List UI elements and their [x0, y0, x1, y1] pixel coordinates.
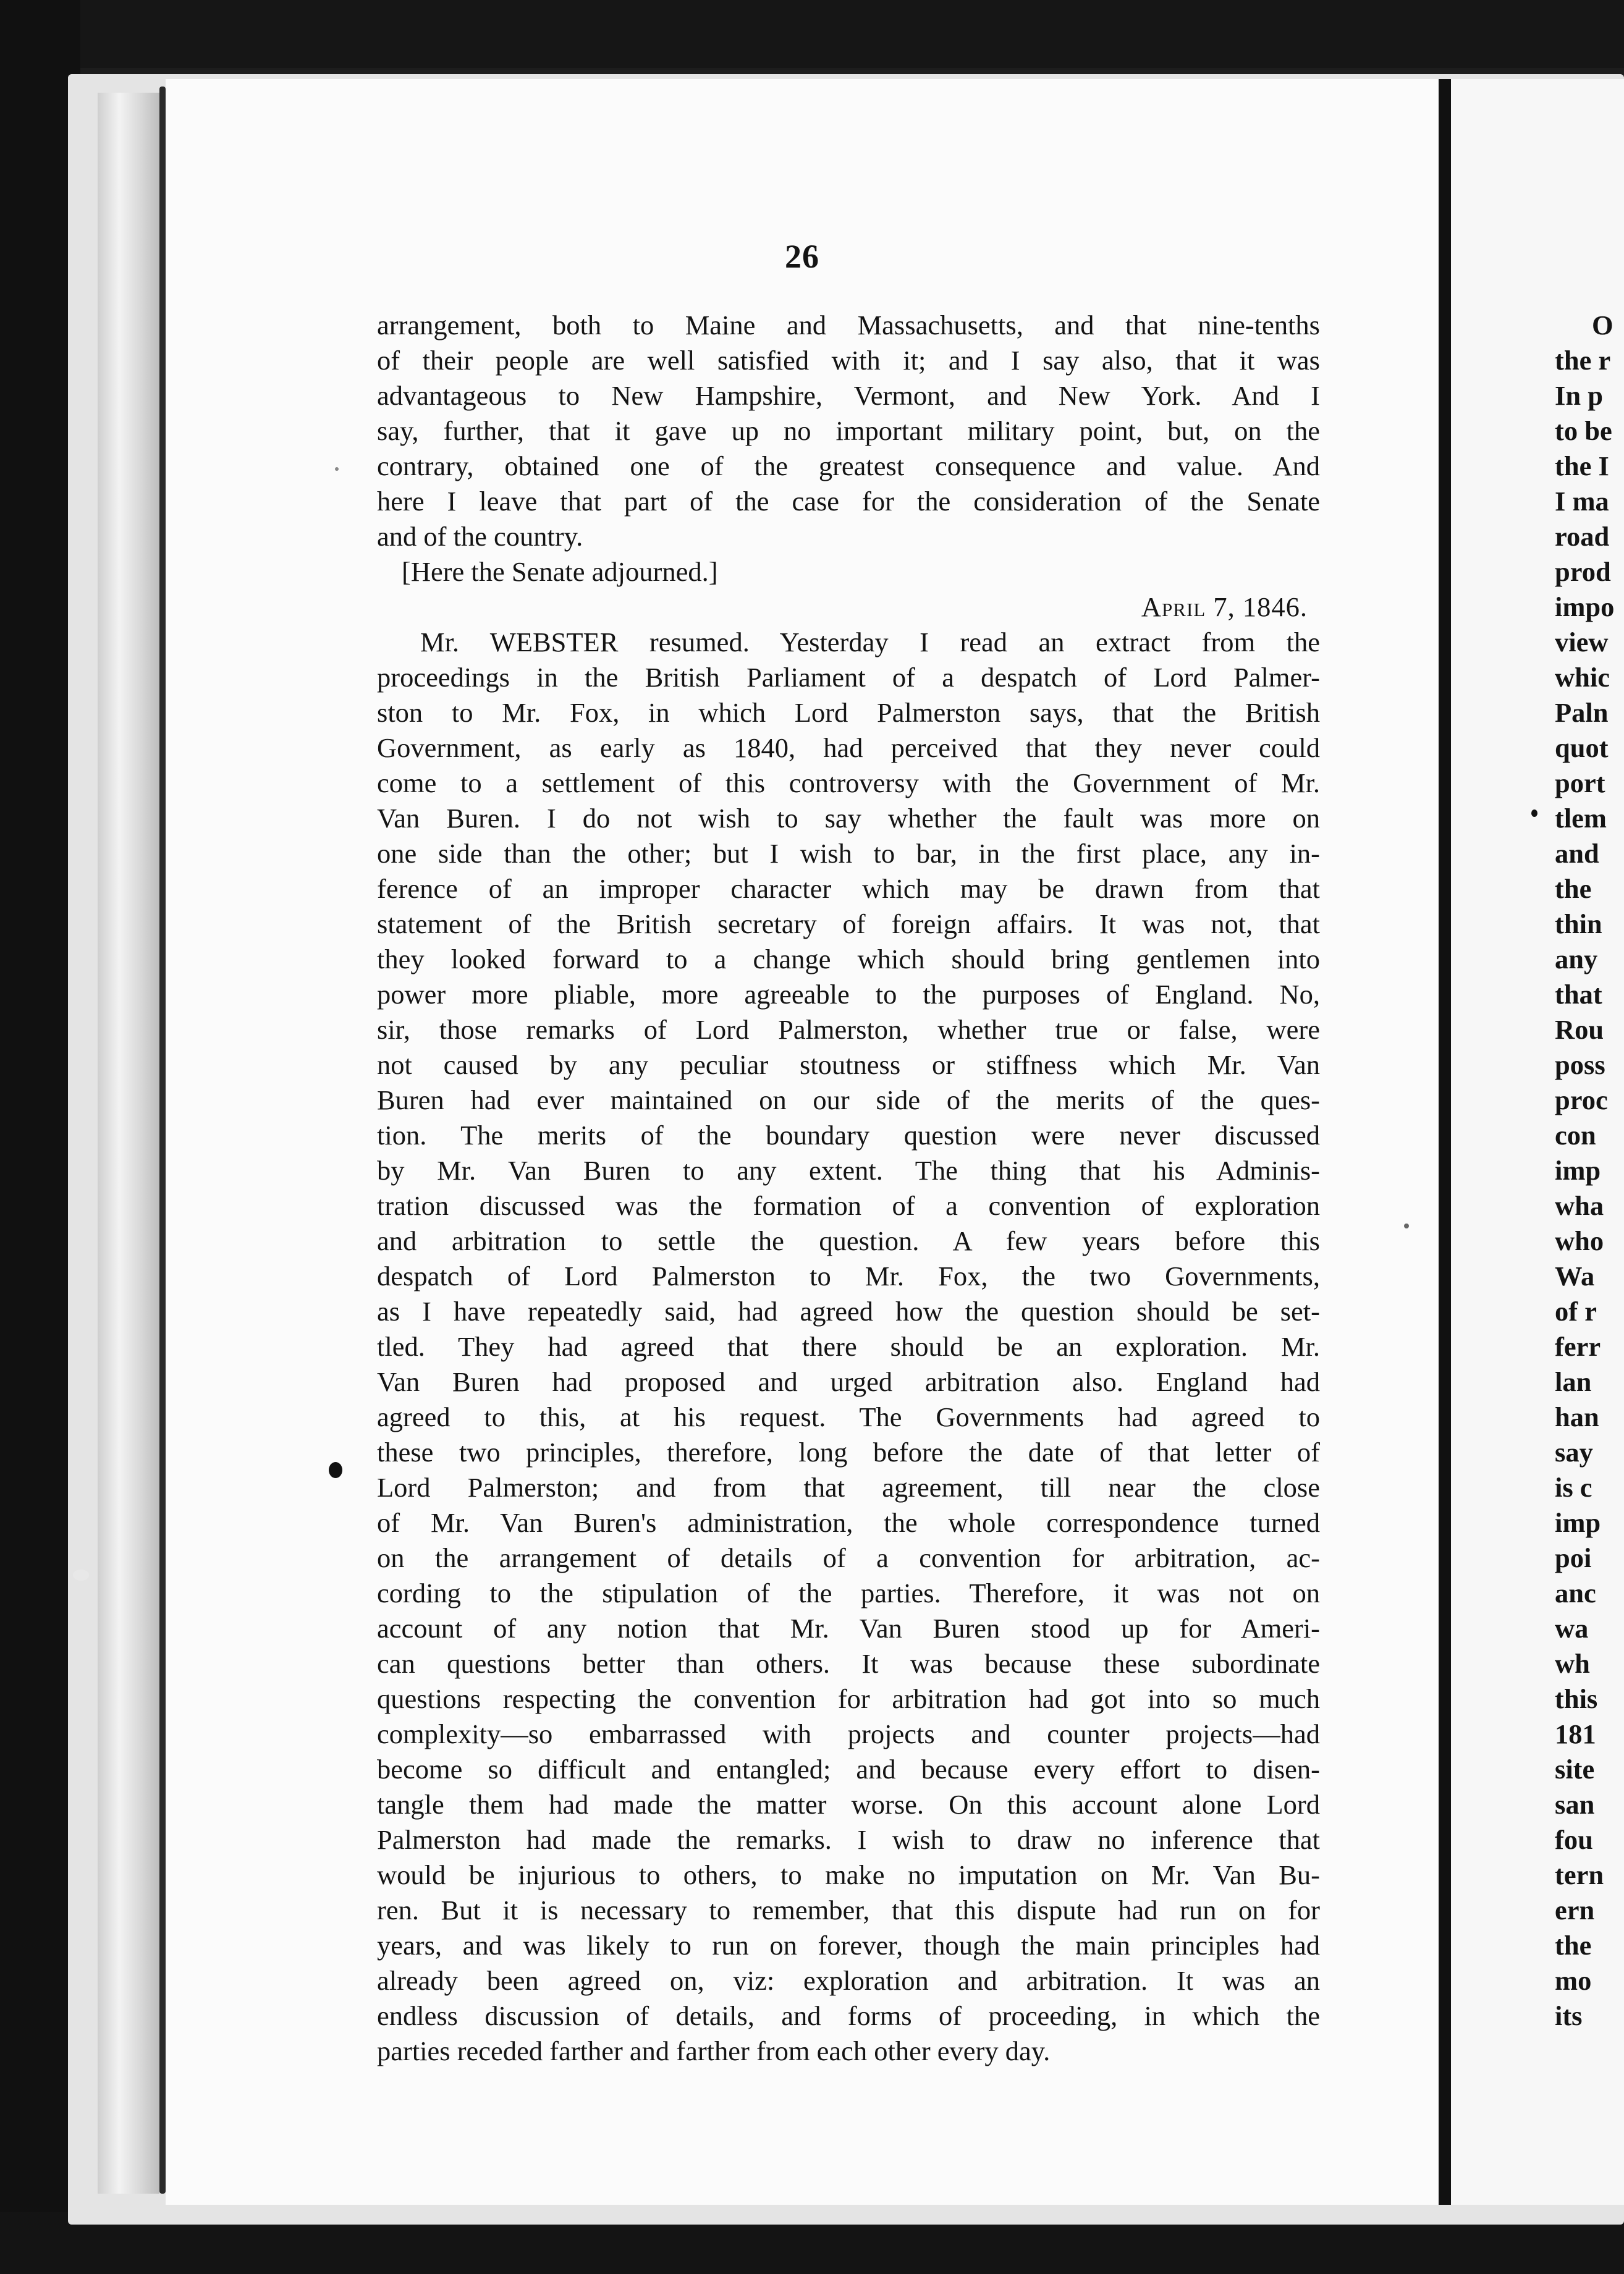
text-line: parties receded farther and farther from each other every day. [377, 2035, 1051, 2066]
text-fragment: site [1555, 1754, 1595, 1785]
text-line: statement of the British secretary of foreign affairs. It was not, that [377, 908, 1320, 939]
text-fragment: road [1555, 521, 1610, 552]
text-line: ren. But it is necessary to remember, that this dispute had run on for [377, 1895, 1320, 1925]
text-line: questions respecting the convention for arbitration had got into so much [377, 1683, 1320, 1714]
text-fragment: impo [1555, 591, 1615, 622]
text-fragment: is c [1555, 1472, 1592, 1503]
text-fragment: this [1555, 1683, 1598, 1714]
text-fragment: any [1555, 944, 1598, 974]
text-line: not caused by any peculiar stoutness or stiffness which Mr. Van [377, 1049, 1320, 1080]
page-body-text [377, 308, 1320, 2069]
page-edges [98, 93, 159, 2194]
text-line: can questions better than others. It was because these subordinate [377, 1648, 1320, 1679]
text-fragment: han [1555, 1401, 1599, 1432]
text-fragment: Paln [1555, 697, 1609, 728]
text-fragment: say [1555, 1437, 1593, 1468]
text-line: Government, as early as 1840, had perceived that they never could [377, 732, 1320, 763]
text-fragment: I ma [1555, 486, 1609, 517]
text-line: agreed to this, at his request. The Governments had agreed to [377, 1401, 1320, 1432]
text-fragment: san [1555, 1789, 1595, 1820]
text-fragment: and [1555, 838, 1599, 869]
text-fragment: anc [1555, 1578, 1596, 1608]
scan-background-top [0, 0, 1624, 68]
text-fragment: port [1555, 767, 1605, 798]
right-page-text-fragments [1555, 308, 1624, 2034]
text-line: on the arrangement of details of a convention for arbitration, ac- [377, 1542, 1320, 1573]
text-fragment: Wa [1555, 1261, 1595, 1291]
text-line: Buren had ever maintained on our side of the merits of the ques- [377, 1084, 1320, 1115]
text-line: as I have repeatedly said, had agreed how the question should be set- [377, 1296, 1320, 1327]
text-line: become so difficult and entangled; and because every effort to disen- [377, 1754, 1320, 1785]
text-fragment: lan [1555, 1366, 1592, 1397]
text-fragment: the I [1555, 450, 1609, 481]
text-fragment: wa [1555, 1613, 1589, 1644]
text-line: years, and was likely to run on forever, though the main principles had [377, 1930, 1320, 1961]
text-fragment: poss [1555, 1049, 1605, 1080]
text-line: say, further, that it gave up no important military point, but, on the [377, 415, 1320, 446]
text-line: by Mr. Van Buren to any extent. The thing that his Adminis- [377, 1155, 1320, 1186]
text-line: tion. The merits of the boundary question were never discussed [377, 1120, 1320, 1151]
text-line: of their people are well satisfied with it; and I say also, that it was [377, 345, 1320, 376]
text-fragment: prod [1555, 556, 1611, 587]
book-gutter [1439, 79, 1451, 2205]
text-line: Van Buren. I do not wish to say whether the fault was more on [377, 803, 1320, 834]
text-line: Mr. WEBSTER resumed. Yesterday I read an extract from the [420, 627, 1320, 657]
text-fragment: 181 [1555, 1718, 1596, 1749]
text-fragment: poi [1555, 1542, 1592, 1573]
text-line: sir, those remarks of Lord Palmerston, whether true or false, were [377, 1014, 1320, 1045]
text-fragment: its [1555, 2000, 1583, 2031]
text-fragment: tern [1555, 1859, 1604, 1890]
ink-speck [335, 467, 339, 471]
ink-speck [73, 1570, 89, 1581]
text-line: here I leave that part of the case for the consideration of the Senate [377, 486, 1320, 517]
text-line: tration discussed was the formation of a convention of exploration [377, 1190, 1320, 1221]
text-line: tled. They had agreed that there should be an exploration. Mr. [377, 1331, 1320, 1362]
text-line: already been agreed on, viz: exploration and arbitration. It was an [377, 1965, 1320, 1996]
text-fragment: Rou [1555, 1014, 1604, 1045]
ink-speck [1404, 1224, 1409, 1228]
text-fragment: the [1555, 1930, 1592, 1961]
text-fragment: that [1555, 979, 1602, 1010]
text-fragment: ern [1555, 1895, 1595, 1925]
ink-speck [1531, 809, 1537, 817]
text-fragment: the r [1555, 345, 1611, 376]
text-line: one side than the other; but I wish to bar, in the first place, any in- [377, 838, 1320, 869]
text-fragment: whic [1555, 662, 1610, 693]
text-fragment: view [1555, 627, 1609, 657]
text-fragment: who [1555, 1225, 1604, 1256]
text-line: cording to the stipulation of the parties. Therefore, it was not on [377, 1578, 1320, 1608]
text-fragment: to be [1555, 415, 1612, 446]
text-fragment: imp [1555, 1155, 1601, 1186]
text-fragment: quot [1555, 732, 1609, 763]
text-line: complexity—so embarrassed with projects and counter projects—had [377, 1718, 1320, 1749]
text-line: would be injurious to others, to make no imputation on Mr. Van Bu- [377, 1859, 1320, 1890]
page-number: 26 [785, 238, 819, 275]
text-line: they looked forward to a change which should bring gentlemen into [377, 944, 1320, 974]
text-fragment: imp [1555, 1507, 1601, 1538]
text-fragment: wha [1555, 1190, 1604, 1221]
right-page-partial [1451, 79, 1624, 2205]
text-line: tangle them had made the matter worse. On this account alone Lord [377, 1789, 1320, 1820]
text-line: endless discussion of details, and forms of proceeding, in which the [377, 2000, 1320, 2031]
text-line: account of any notion that Mr. Van Buren stood up for Ameri- [377, 1613, 1320, 1644]
text-line: arrangement, both to Maine and Massachusetts, and that nine-tenths [377, 310, 1320, 340]
text-line: ference of an improper character which may be drawn from that [377, 873, 1320, 904]
text-fragment: proc [1555, 1084, 1608, 1115]
text-fragment: of r [1555, 1296, 1597, 1327]
text-line: Van Buren had proposed and urged arbitration also. England had [377, 1366, 1320, 1397]
text-line: ston to Mr. Fox, in which Lord Palmerston says, that the British [377, 697, 1320, 728]
ink-speck [329, 1462, 342, 1478]
text-fragment: O [1592, 310, 1613, 340]
text-line: advantageous to New Hampshire, Vermont, and New York. And I [377, 380, 1320, 411]
text-line: April 7, 1846. [1141, 591, 1308, 622]
left-page [166, 79, 1440, 2205]
text-line: proceedings in the British Parliament of a despatch of Lord Palmer- [377, 662, 1320, 693]
text-fragment: In p [1555, 380, 1603, 411]
text-fragment: fou [1555, 1824, 1593, 1855]
text-fragment: con [1555, 1120, 1596, 1151]
text-line: of Mr. Van Buren's administration, the whole correspondence turned [377, 1507, 1320, 1538]
text-line: Lord Palmerston; and from that agreement, till near the close [377, 1472, 1320, 1503]
text-fragment: thin [1555, 908, 1602, 939]
text-fragment: wh [1555, 1648, 1590, 1679]
text-fragment: ferr [1555, 1331, 1601, 1362]
text-line: contrary, obtained one of the greatest consequence and value. And [377, 450, 1320, 481]
text-fragment: tlem [1555, 803, 1607, 834]
text-line: despatch of Lord Palmerston to Mr. Fox, the two Governments, [377, 1261, 1320, 1291]
text-fragment: mo [1555, 1965, 1592, 1996]
text-line: [Here the Senate adjourned.] [402, 556, 718, 587]
text-line: these two principles, therefore, long before the date of that letter of [377, 1437, 1320, 1468]
text-line: Palmerston had made the remarks. I wish to draw no inference that [377, 1824, 1320, 1855]
text-line: and of the country. [377, 521, 583, 552]
text-line: come to a settlement of this controversy with the Government of Mr. [377, 767, 1320, 798]
text-line: power more pliable, more agreeable to the purposes of England. No, [377, 979, 1320, 1010]
spine-shadow [159, 87, 166, 2194]
text-line: and arbitration to settle the question. A few years before this [377, 1225, 1320, 1256]
text-fragment: the [1555, 873, 1592, 904]
